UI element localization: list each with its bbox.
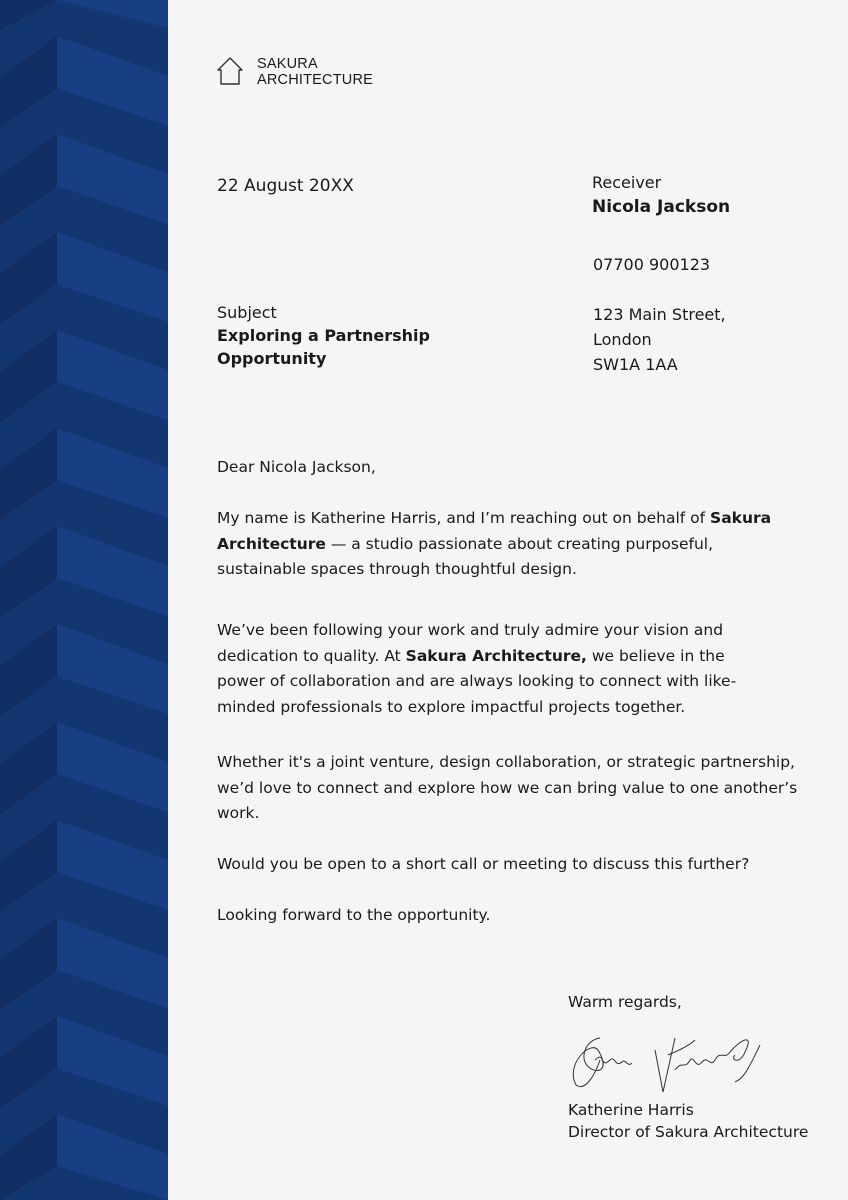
closing: Warm regards, <box>568 993 682 1011</box>
stripe-band <box>0 624 57 716</box>
address-line: London <box>593 330 652 349</box>
text: We’ve been following your work and truly admire your vision and dedication to quality. At <box>217 621 724 665</box>
stripe-band <box>57 134 168 224</box>
text: — a studio passionate about creating purposeful, sustainable spaces through thoughtful design. <box>217 534 714 578</box>
stripe-band <box>0 36 57 128</box>
paragraph-5: Looking forward to the opportunity. <box>217 906 491 924</box>
signature <box>570 1030 770 1100</box>
stripe-band <box>0 0 57 30</box>
brand-line2: ARCHITECTURE <box>257 72 373 88</box>
stripe-band <box>57 624 168 714</box>
stripe-band <box>0 918 57 1010</box>
greeting: Dear Nicola Jackson, <box>217 458 376 476</box>
paragraph-1 <box>217 506 777 583</box>
stripe-band <box>57 722 168 812</box>
subject-line: Exploring a Partnership <box>217 326 430 345</box>
sender-title: Director of Sakura Architecture <box>568 1123 809 1141</box>
stripe-band <box>57 1016 168 1106</box>
paragraph-2 <box>217 618 777 720</box>
stripe-band <box>0 526 57 618</box>
stripe-band <box>57 820 168 910</box>
address-line: 123 Main Street, <box>593 305 726 324</box>
receiver-name: Nicola Jackson <box>592 197 731 217</box>
stripe-band <box>0 134 57 226</box>
receiver-label: Receiver <box>592 173 662 192</box>
stripe-band <box>57 36 168 126</box>
brand-line1: SAKURA <box>257 56 318 72</box>
subject-line: Opportunity <box>217 349 327 368</box>
stripe-band <box>57 1114 168 1200</box>
stripe-band <box>0 232 57 324</box>
paragraph-3: Whether it's a joint venture, design collaboration, or strategic partnership, we’d love to connect and explore how we can bring value to one another’s work. <box>217 753 798 822</box>
company-logo <box>216 56 373 88</box>
bold-text: Sakura Architecture <box>217 509 772 553</box>
receiver-address <box>593 302 726 377</box>
decorative-sidebar <box>0 0 168 1200</box>
stripe-band <box>57 526 168 616</box>
stripe-band <box>0 1016 57 1108</box>
stripe-band <box>57 330 168 420</box>
chevron-pattern <box>0 0 168 1200</box>
text: My name is Katherine Harris, and I’m reaching out on behalf of <box>217 509 711 527</box>
letter-date: 22 August 20XX <box>217 176 354 196</box>
sender-name: Katherine Harris <box>568 1101 694 1119</box>
text: we believe in the power of collaboration and are always looking to connect with like-minded professionals to explore impactful projects together. <box>217 646 737 716</box>
subject-label: Subject <box>217 303 277 322</box>
stripe-band <box>57 428 168 518</box>
house-icon <box>216 56 244 86</box>
stripe-band <box>0 820 57 912</box>
paragraph-4: Would you be open to a short call or meeting to discuss this further? <box>217 855 750 873</box>
stripe-band <box>57 918 168 1008</box>
stripe-band <box>0 428 57 520</box>
stripe-band <box>57 0 168 28</box>
subject-text <box>217 324 430 370</box>
stripe-band <box>0 330 57 422</box>
bold-text: Sakura Architecture, <box>405 646 587 665</box>
stripe-band <box>0 1114 57 1200</box>
stripe-band <box>57 232 168 322</box>
receiver-phone: 07700 900123 <box>593 255 711 274</box>
address-line: SW1A 1AA <box>593 355 678 374</box>
stripe-band <box>0 722 57 814</box>
